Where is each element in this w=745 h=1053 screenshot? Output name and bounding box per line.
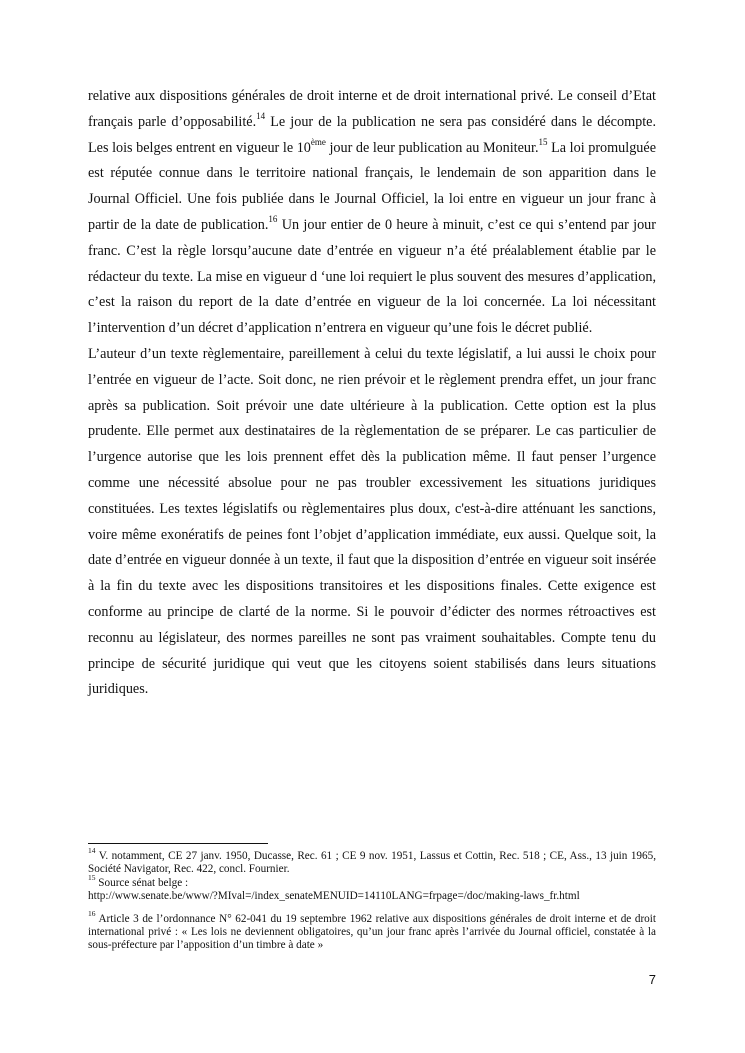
paragraph-2: L’auteur d’un texte règlementaire, pareillement à celui du texte législatif, a lui aussi le choix pour l’entrée en vigueur de l’acte. Soit donc, ne rien prévoir et le règlement prendra effet, un jour franc après sa publication. Soit prévoir une date ultérieure à la publication. Cette option est la plus prudente. Elle permet aux destinataires de la règlementation de se préparer. Le cas particulier de l’urgence autorise que les lois prennent effet dès la publication même. Il faut penser l’urgence comme une nécessité absolue pour ne pas troubler excessivement les situations juridiques constituées. Les textes législatifs ou règlementaires plus doux, c'est-à-dire atténuant les sanctions, voire même exonératifs de peines font l’objet d’application immédiate, eux aussi. Quelque soit, la date d’entrée en vigueur donnée à un texte, il faut que la disposition d’entrée en vigueur soit insérée à la fin du texte avec les dispositions transitoires et les dispositions finales. Cette exigence est conforme au principe de clarté de la norme. Si le pouvoir d’édicter des normes rétroactives est reconnu au législateur, des normes pareilles ne sont pas vraiment souhaitables. Compte tenu du principe de sécurité juridique qui veut que les citoyens soient stabilisés dans leurs situations juridiques. xyxy=(88,345,656,698)
footnote-16 xyxy=(88,908,656,953)
page-number: 7 xyxy=(648,972,656,987)
footnote-14 xyxy=(88,846,656,877)
footnote-15 xyxy=(88,873,656,904)
paragraph-1 xyxy=(88,84,656,342)
footnote-ref-14[interactable]: 14 xyxy=(256,111,266,122)
footnote-number: 16 xyxy=(88,908,96,918)
footnote-separator xyxy=(88,843,268,844)
ordinal-superscript: ème xyxy=(310,136,326,147)
footnote-ref-16[interactable]: 16 xyxy=(268,214,278,225)
main-text xyxy=(88,84,656,703)
footnote-text: Source sénat belge : xyxy=(95,876,189,889)
footnote-text: Article 3 de l’ordonnance N° 62-041 du 19 septembre 1962 relative aux dispositions générales de droit interne et de droit international privé : « Les lois ne deviennent obligatoires, qu’un jour franc après l’arrivée du Journal officiel, constatée à la sous-préfecture par l’apposition d’un timbre à date » xyxy=(88,912,656,952)
text-span: jour de leur publication au Moniteur. xyxy=(325,139,539,156)
text-span: relative aux dispositions générales de droit interne et de droit international privé. Le conseil d’Etat français parle d’opposabilité. xyxy=(88,88,656,130)
text-span: Le jour de la publication ne sera pas considéré dans le décompte. Les lois belges entrent en vigueur le 10 xyxy=(88,113,656,156)
footnote-ref-15[interactable]: 15 xyxy=(538,136,548,147)
footnotes xyxy=(88,846,656,953)
footnote-text: V. notamment, CE 27 janv. 1950, Ducasse, Rec. 61 ; CE 9 nov. 1951, Lassus et Cottin, Rec. 518 ; CE, Ass., 13 juin 1965, Société Navigator, Rec. 422, concl. Fournier. xyxy=(88,850,656,876)
text-span: La loi promulguée est réputée connue dans le territoire national français, le lendemain de son apparition dans le Journal Officiel. Une fois publiée dans le Journal Officiel, la loi entre en vigueur un jour franc à partir de la date de publication. xyxy=(88,139,656,233)
footnote-link[interactable]: http://www.senate.be/www/?MIval=/index_senateMENUID=14110LANG=frpage=/doc/making-laws_fr.html xyxy=(88,890,580,903)
text-span: Un jour entier de 0 heure à minuit, c’est ce qui s’entend par jour franc. C’est la règle lorsqu’aucune date d’entrée en vigueur n’a été préalablement établie par le rédacteur du texte. La mise en vigueur d ‘une loi requiert le plus souvent des mesures d’application, c’est la raison du report de la date d’entrée en vigueur de la loi concernée. La loi nécessitant l’intervention d’un décret d’application n’entrera en vigueur qu’une fois le décret publié. xyxy=(88,216,656,337)
footnote-number: 14 xyxy=(88,846,96,856)
footnote-number: 15 xyxy=(88,873,96,883)
